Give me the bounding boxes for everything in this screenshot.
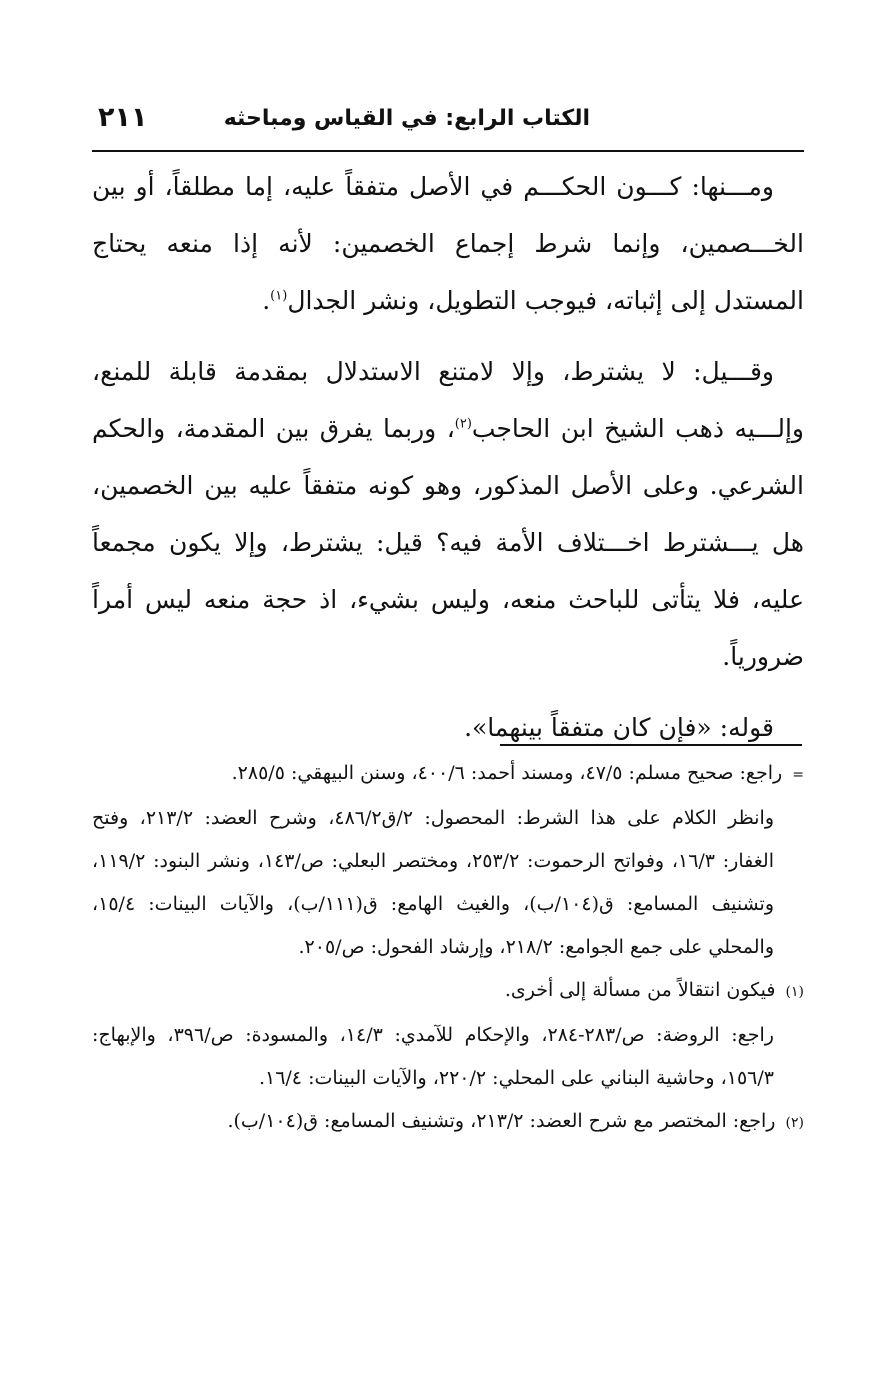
footnote-ref-1: (١): [270, 288, 288, 304]
paragraph-tail: ، وربما يفرق بين المقدمة، والحكم الشرعي. وعلى الأصل المذكور، وهو كونه متفقاً عليه بين الخصمين، هل يـــشترط اخـــتلاف الأمة فيه؟ قيل: يشترط، وإلا يكون مجمعاً عليه، فلا يتأتى للباحث منعه، وليس بشيء، اذ حجة منعه ليس أمراً ضرورياً.: [92, 414, 804, 671]
paragraph-2: [92, 343, 804, 685]
paragraph-3: [92, 699, 804, 756]
paragraph-text: ومـــنها: كـــون الحكـــم في الأصل متفقاً عليه، إما مطلقاً، أو بين الخـــصمين، وإنما شرط إجماع الخصمين: لأنه إذا منعه يحتاج المستدل إلى إثباته، فيوجب التطويل، ونشر الجدال: [92, 172, 804, 315]
footnote-1: [92, 969, 804, 1014]
paragraph-text: وقـــيل: لا يشترط، وإلا لامتنع الاستدلال بمقدمة قابلة للمنع، وإلـــيه ذهب الشيخ ابن الحاجب: [92, 357, 805, 443]
footnote-continued: [92, 752, 804, 797]
footnote-marker: =: [792, 767, 804, 783]
running-title: الكتاب الرابع: في القياس ومباحثه: [223, 106, 590, 131]
paragraph-1: [92, 158, 804, 329]
footnote-continued-body: وانظر الكلام على هذا الشرط: المحصول: ٢/ق٤٨٦/٢، وشرح العضد: ٢١٣/٢، وفتح الغفار: ١٦/٣، وفواتح الرحموت: ٢٥٣/٢، ومختصر البعلي: ص/١٤٣، ونشر البنود: ١١٩/٢، وتشنيف المسامع: ق(١٠٤/ب)، والغيث الهامع: ق(١١١/ب)، والآيات البينات: ١٥/٤، والمحلي على جمع الجوامع: ٢١٨/٢، وإرشاد الفحول: ص/٢٠٥.: [92, 807, 774, 958]
footnote-line: راجع: المختصر مع شرح العضد: ٢١٣/٢، وتشنيف المسامع: ق(١٠٤/ب).: [227, 1110, 776, 1132]
footnote-line: فيكون انتقالاً من مسألة إلى أخرى.: [504, 979, 776, 1001]
paragraph-text: قوله: «فإن كان متفقاً بينهما».: [464, 713, 774, 742]
page-header: [92, 100, 804, 150]
main-text: [92, 158, 804, 756]
footnotes: [92, 752, 804, 1145]
footnote-ref-2: (٢): [454, 416, 472, 432]
header-rule: [92, 150, 804, 152]
footnote-marker: (١): [785, 984, 804, 1000]
page-number: ٢١١: [98, 102, 148, 133]
footnote-2: [92, 1100, 804, 1145]
footnote-rule: [500, 744, 802, 746]
footnote-line: راجع: صحيح مسلم: ٤٧/٥، ومسند أحمد: ٤٠٠/٦، وسنن البيهقي: ٢٨٥/٥.: [231, 762, 783, 784]
footnote-marker: (٢): [785, 1115, 804, 1131]
paragraph-tail: .: [262, 286, 271, 315]
footnote-1-body: راجع: الروضة: ص/٢٨٣-٢٨٤، والإحكام للآمدي: ١٤/٣، والمسودة: ص/٣٩٦، والإبهاج: ١٥٦/٣، وحاشية البناني على المحلي: ٢٢٠/٢، والآيات البينات: ١٦/٤.: [92, 1024, 774, 1089]
